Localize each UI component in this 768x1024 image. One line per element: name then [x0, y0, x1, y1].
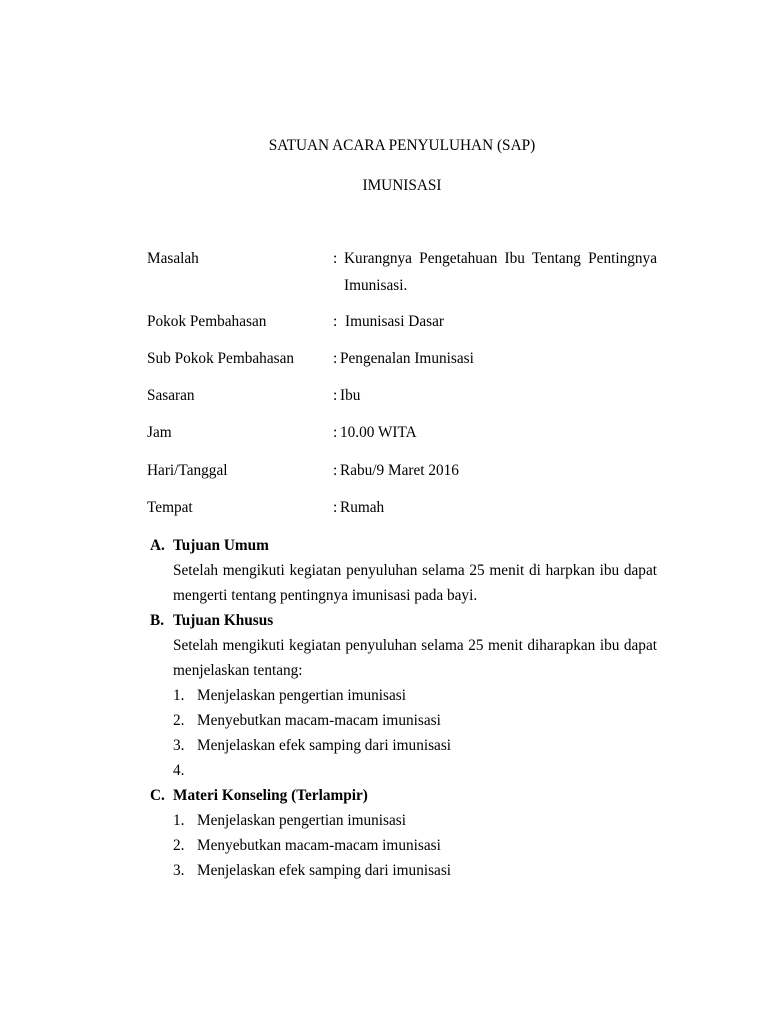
info-value-line: Imunisasi.	[344, 277, 408, 294]
list-text: Menyebutkan macam-macam imunisasi	[197, 837, 441, 854]
info-separator: :	[333, 313, 338, 330]
info-row-pokok-pembahasan	[0, 309, 768, 334]
document-subtitle: IMUNISASI	[362, 177, 442, 194]
list-text: Menjelaskan pengertian imunisasi	[197, 812, 407, 829]
list-item	[173, 858, 657, 883]
info-label: Sub Pokok Pembahasan	[147, 350, 295, 367]
info-separator: :	[333, 499, 338, 516]
paragraph-line: mengerti tentang pentingnya imunisasi pada bayi.	[173, 587, 478, 604]
document-title: SATUAN ACARA PENYULUHAN (SAP)	[268, 137, 536, 154]
list-number: 2.	[173, 712, 185, 729]
info-row-hari-tanggal	[0, 458, 768, 483]
paragraph-line: Setelah mengikuti kegiatan penyuluhan selama 25 menit diharapkan ibu dapat	[173, 637, 657, 654]
info-value-line: Kurangnya Pengetahuan Ibu Tentang Pentingnya	[344, 250, 657, 267]
paragraph-line: Setelah mengikuti kegiatan penyuluhan selama 25 menit di harpkan ibu dapat	[173, 562, 657, 579]
info-separator: :	[333, 387, 338, 404]
list-number: 2.	[173, 837, 185, 854]
info-label: Pokok Pembahasan	[147, 313, 267, 330]
list-number: 3.	[173, 862, 185, 879]
list-item	[173, 683, 657, 708]
list-item	[173, 733, 657, 758]
section-heading-materi-konseling	[150, 783, 657, 808]
info-label: Jam	[147, 424, 172, 441]
list-item	[173, 758, 657, 783]
section-heading-tujuan-umum	[150, 533, 657, 558]
info-value: 10.00 WITA	[340, 424, 417, 441]
list-item	[173, 708, 657, 733]
list-item	[173, 833, 657, 858]
info-row-sub-pokok-pembahasan	[0, 346, 768, 371]
info-row-sasaran	[0, 383, 768, 408]
section-heading-tujuan-khusus	[150, 608, 657, 633]
section-letter: B.	[150, 612, 165, 629]
list-number: 4.	[173, 762, 185, 779]
section-title: Materi Konseling (Terlampir)	[173, 787, 368, 804]
paragraph-line: menjelaskan tentang:	[173, 662, 303, 679]
section-paragraph	[173, 558, 657, 608]
list-item	[173, 808, 657, 833]
info-value: Rumah	[340, 499, 385, 516]
section-letter: A.	[150, 537, 165, 554]
info-separator: :	[333, 350, 338, 367]
info-value: Pengenalan Imunisasi	[340, 350, 474, 367]
info-separator: :	[333, 424, 338, 441]
info-row-jam	[0, 420, 768, 445]
section-paragraph	[173, 633, 657, 683]
section-title: Tujuan Umum	[173, 537, 269, 554]
info-value: Rabu/9 Maret 2016	[340, 462, 459, 479]
section-title: Tujuan Khusus	[173, 612, 274, 629]
info-value: Ibu	[340, 387, 361, 404]
list-text: Menjelaskan efek samping dari imunisasi	[197, 737, 452, 754]
info-row-tempat	[0, 495, 768, 520]
info-value	[344, 245, 657, 299]
list-number: 1.	[173, 812, 185, 829]
list-text: Menjelaskan pengertian imunisasi	[197, 687, 407, 704]
info-separator: :	[333, 462, 338, 479]
info-label: Sasaran	[147, 387, 195, 404]
info-label: Tempat	[147, 499, 193, 516]
info-label: Hari/Tanggal	[147, 462, 228, 479]
sections	[150, 533, 657, 883]
section-letter: C.	[150, 787, 165, 804]
list-text: Menyebutkan macam-macam imunisasi	[197, 712, 441, 729]
info-row-masalah	[0, 245, 768, 299]
list-text: Menjelaskan efek samping dari imunisasi	[197, 862, 452, 879]
info-label: Masalah	[147, 250, 199, 267]
info-value: Imunisasi Dasar	[345, 313, 444, 330]
info-separator: :	[333, 250, 338, 267]
list-number: 1.	[173, 687, 185, 704]
list-number: 3.	[173, 737, 185, 754]
